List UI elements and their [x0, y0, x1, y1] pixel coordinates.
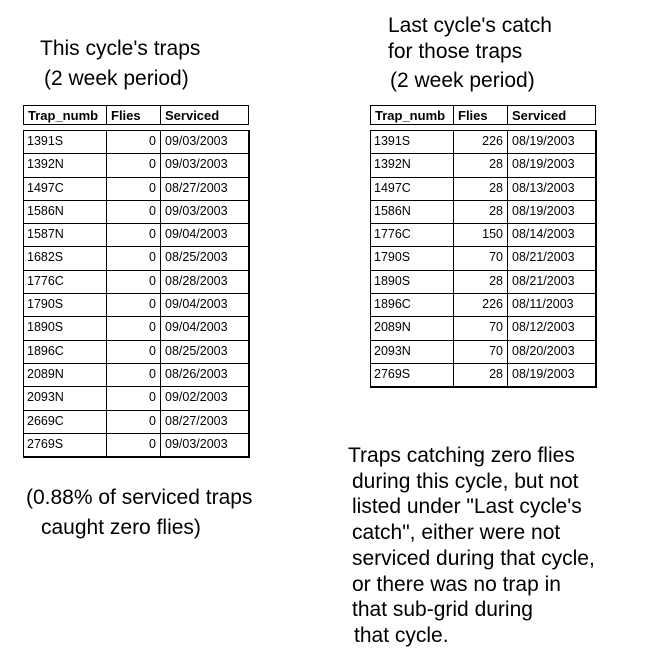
column-header-trap: Trap_numb — [28, 108, 99, 123]
cell-trap-number: 1586N — [374, 203, 411, 218]
column-header-flies: Flies — [453, 106, 507, 124]
cell-serviced-date: 09/03/2003 — [160, 434, 248, 456]
cell-trap-number: 2769S — [27, 436, 64, 451]
cell-trap-number: 1790S — [374, 250, 411, 265]
cell-trap-number: 2089N — [27, 366, 64, 381]
cell-flies: 0 — [106, 271, 160, 293]
cell-flies: 70 — [453, 341, 507, 363]
cell-trap-number: 1392N — [27, 157, 64, 172]
cell-serviced-date: 08/19/2003 — [507, 364, 595, 386]
table-row — [24, 386, 248, 409]
cell-trap-number: 2093N — [374, 343, 411, 358]
right-title-line: for those traps — [388, 40, 523, 63]
table-header — [370, 105, 596, 125]
table-row — [371, 270, 595, 293]
cell-serviced-date: 09/04/2003 — [160, 224, 248, 246]
cell-flies: 0 — [106, 178, 160, 200]
table-row — [24, 316, 248, 339]
cell-serviced-date: 09/02/2003 — [160, 387, 248, 409]
cell-trap-number: 1587N — [27, 227, 64, 242]
cell-serviced-date: 08/27/2003 — [160, 178, 248, 200]
cell-trap-number: 2669C — [27, 413, 64, 428]
last-cycle-table — [370, 105, 596, 388]
right-note-line: during this cycle, but not — [352, 469, 579, 493]
cell-flies: 0 — [106, 434, 160, 456]
cell-trap-number: 1586N — [27, 203, 64, 218]
cell-flies: 0 — [106, 247, 160, 269]
table-row — [24, 177, 248, 200]
cell-trap-number: 1682S — [27, 250, 64, 265]
cell-serviced-date: 08/21/2003 — [507, 271, 595, 293]
right-note-line: or there was no trap in — [352, 572, 561, 596]
cell-flies: 28 — [453, 271, 507, 293]
table-row — [24, 293, 248, 316]
cell-flies: 150 — [453, 224, 507, 246]
cell-trap-number: 1497C — [374, 180, 411, 195]
cell-trap-number: 2093N — [27, 390, 64, 405]
cell-serviced-date: 09/03/2003 — [160, 154, 248, 176]
cell-trap-number: 1392N — [374, 157, 411, 172]
table-row — [371, 363, 595, 386]
this-cycle-table — [23, 105, 249, 458]
column-header-flies: Flies — [106, 106, 160, 124]
table-row — [24, 433, 248, 456]
right-note-line: serviced during that cycle, — [352, 546, 595, 570]
cell-serviced-date: 08/27/2003 — [160, 411, 248, 433]
cell-trap-number: 1776C — [374, 227, 411, 242]
cell-serviced-date: 08/20/2003 — [507, 341, 595, 363]
column-header-serviced: Serviced — [160, 106, 248, 124]
cell-trap-number: 1890S — [374, 273, 411, 288]
cell-serviced-date: 09/03/2003 — [160, 201, 248, 223]
cell-flies: 226 — [453, 294, 507, 316]
table-row — [371, 200, 595, 223]
cell-flies: 0 — [106, 341, 160, 363]
cell-flies: 70 — [453, 247, 507, 269]
cell-flies: 0 — [106, 224, 160, 246]
right-note-line: that cycle. — [354, 623, 449, 647]
right-title — [388, 14, 552, 93]
cell-trap-number: 1890S — [27, 320, 64, 335]
table-row — [371, 153, 595, 176]
table-header — [23, 105, 249, 125]
cell-flies: 0 — [106, 154, 160, 176]
cell-serviced-date: 08/12/2003 — [507, 317, 595, 339]
cell-trap-number: 1896C — [27, 343, 64, 358]
table-row — [371, 246, 595, 269]
cell-flies: 28 — [453, 201, 507, 223]
table-row — [24, 246, 248, 269]
cell-serviced-date: 09/03/2003 — [160, 131, 248, 153]
cell-serviced-date: 08/13/2003 — [507, 178, 595, 200]
cell-trap-number: 1391S — [374, 134, 411, 148]
table-row — [24, 270, 248, 293]
cell-flies: 28 — [453, 178, 507, 200]
table-row — [24, 340, 248, 363]
cell-flies: 0 — [106, 294, 160, 316]
cell-trap-number: 1790S — [27, 297, 64, 312]
left-note-line: caught zero flies) — [41, 516, 201, 539]
cell-flies: 28 — [453, 364, 507, 386]
cell-trap-number: 1391S — [27, 134, 64, 148]
left-title-line: This cycle's traps — [40, 37, 201, 60]
cell-trap-number: 1776C — [27, 273, 64, 288]
cell-serviced-date: 08/14/2003 — [507, 224, 595, 246]
cell-flies: 0 — [106, 131, 160, 153]
cell-flies: 70 — [453, 317, 507, 339]
right-note-line: Traps catching zero flies — [348, 444, 575, 467]
cell-serviced-date: 08/21/2003 — [507, 247, 595, 269]
cell-flies: 0 — [106, 411, 160, 433]
cell-flies: 226 — [453, 131, 507, 153]
table-row — [24, 200, 248, 223]
cell-flies: 0 — [106, 387, 160, 409]
table-row — [371, 223, 595, 246]
table-row — [24, 363, 248, 386]
cell-serviced-date: 08/11/2003 — [507, 294, 595, 316]
table-row — [371, 316, 595, 339]
cell-serviced-date: 08/28/2003 — [160, 271, 248, 293]
right-title-line: Last cycle's catch — [388, 14, 552, 37]
cell-trap-number: 2769S — [374, 366, 411, 381]
cell-flies: 0 — [106, 317, 160, 339]
column-header-trap: Trap_numb — [375, 108, 446, 123]
left-title — [40, 37, 200, 91]
cell-serviced-date: 08/25/2003 — [160, 247, 248, 269]
cell-trap-number: 1896C — [374, 297, 411, 312]
right-note-line: catch", either were not — [352, 521, 561, 545]
table-row — [24, 410, 248, 433]
table-body — [370, 130, 597, 388]
cell-serviced-date: 09/04/2003 — [160, 294, 248, 316]
left-title-line: (2 week period) — [44, 67, 189, 90]
cell-serviced-date: 09/04/2003 — [160, 317, 248, 339]
cell-flies: 0 — [106, 364, 160, 386]
cell-flies: 28 — [453, 154, 507, 176]
cell-serviced-date: 08/19/2003 — [507, 201, 595, 223]
cell-trap-number: 2089N — [374, 320, 411, 335]
left-note-line: (0.88% of serviced traps — [26, 486, 253, 509]
cell-serviced-date: 08/26/2003 — [160, 364, 248, 386]
table-row — [24, 223, 248, 246]
right-note-line: listed under "Last cycle's — [352, 495, 582, 519]
table-body — [23, 130, 250, 458]
column-header-serviced: Serviced — [507, 106, 595, 124]
table-row — [24, 131, 248, 153]
right-note-line: that sub-grid during — [352, 598, 533, 622]
left-note — [26, 483, 252, 543]
table-row — [371, 177, 595, 200]
cell-serviced-date: 08/19/2003 — [507, 154, 595, 176]
right-note — [348, 443, 595, 649]
cell-flies: 0 — [106, 201, 160, 223]
cell-serviced-date: 08/19/2003 — [507, 131, 595, 153]
table-row — [24, 153, 248, 176]
right-title-line: (2 week period) — [390, 69, 535, 92]
table-row — [371, 293, 595, 316]
table-row — [371, 340, 595, 363]
table-row — [371, 131, 595, 153]
cell-trap-number: 1497C — [27, 180, 64, 195]
cell-serviced-date: 08/25/2003 — [160, 341, 248, 363]
